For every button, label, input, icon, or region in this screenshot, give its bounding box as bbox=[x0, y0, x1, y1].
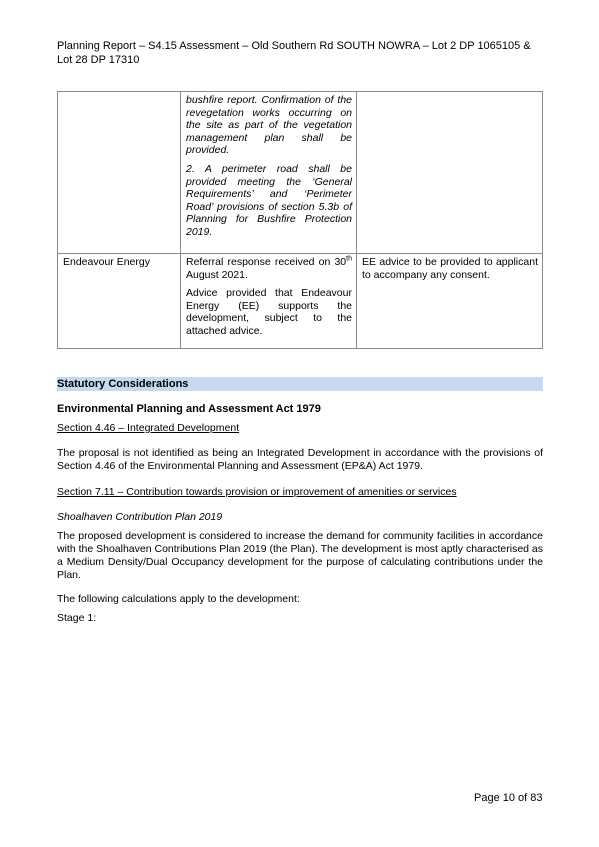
stage-label: Stage 1: bbox=[57, 612, 97, 624]
table-cell-response bbox=[181, 92, 357, 254]
condition-text: bushfire report. Confirmation of the revegetation works occurring on the site as part of the vegetation management plan shall be provided. bbox=[186, 94, 352, 157]
subsection-heading: Section 7.11 – Contribution towards provision or improvement of amenities or services bbox=[57, 486, 457, 498]
act-title: Environmental Planning and Assessment Act 1979 bbox=[57, 403, 321, 415]
page-number: Page 10 of 83 bbox=[474, 792, 543, 804]
paragraph: The following calculations apply to the development: bbox=[57, 593, 300, 605]
table-cell-agency: Endeavour Energy bbox=[58, 254, 181, 349]
paragraph: The proposed development is considered to increase the demand for community facilities in accordance with the Shoalhaven Contributions Plan 2019 (the Plan). The development is most aptly characterised as a Medium Density/Dual Occupancy development for the purpose of calculating contributions under the Plan. bbox=[57, 530, 543, 581]
paragraph: The proposal is not identified as being an Integrated Development in accordance with the provisions of Section 4.46 of the Environmental Planning and Assessment (EP&A) Act 1979. bbox=[57, 447, 543, 472]
subsection-heading: Section 4.46 – Integrated Development bbox=[57, 422, 240, 434]
table-cell-recommendation bbox=[357, 92, 543, 254]
advice-text: Advice provided that Endeavour Energy (EE) supports the development, subject to the attached advice. bbox=[186, 287, 352, 337]
referral-date-text: Referral response received on 30th August 2021. bbox=[186, 255, 352, 281]
referrals-table bbox=[57, 91, 543, 349]
plan-title: Shoalhaven Contribution Plan 2019 bbox=[57, 511, 223, 523]
table-cell-response bbox=[181, 254, 357, 349]
condition-text: 2. A perimeter road shall be provided meeting the ‘General Requirements’ and ‘Perimeter Road’ provisions of section 5.3b of Planning for Bushfire Protection 2019. bbox=[186, 162, 352, 238]
table-cell-recommendation: EE advice to be provided to applicant to accompany any consent. bbox=[357, 254, 543, 349]
table-row bbox=[58, 254, 543, 349]
section-heading: Statutory Considerations bbox=[57, 377, 543, 391]
table-cell-agency bbox=[58, 92, 181, 254]
table-row bbox=[58, 92, 543, 254]
page-header: Planning Report – S4.15 Assessment – Old Southern Rd SOUTH NOWRA – Lot 2 DP 1065105 & Lot 28 DP 17310 bbox=[57, 40, 531, 66]
